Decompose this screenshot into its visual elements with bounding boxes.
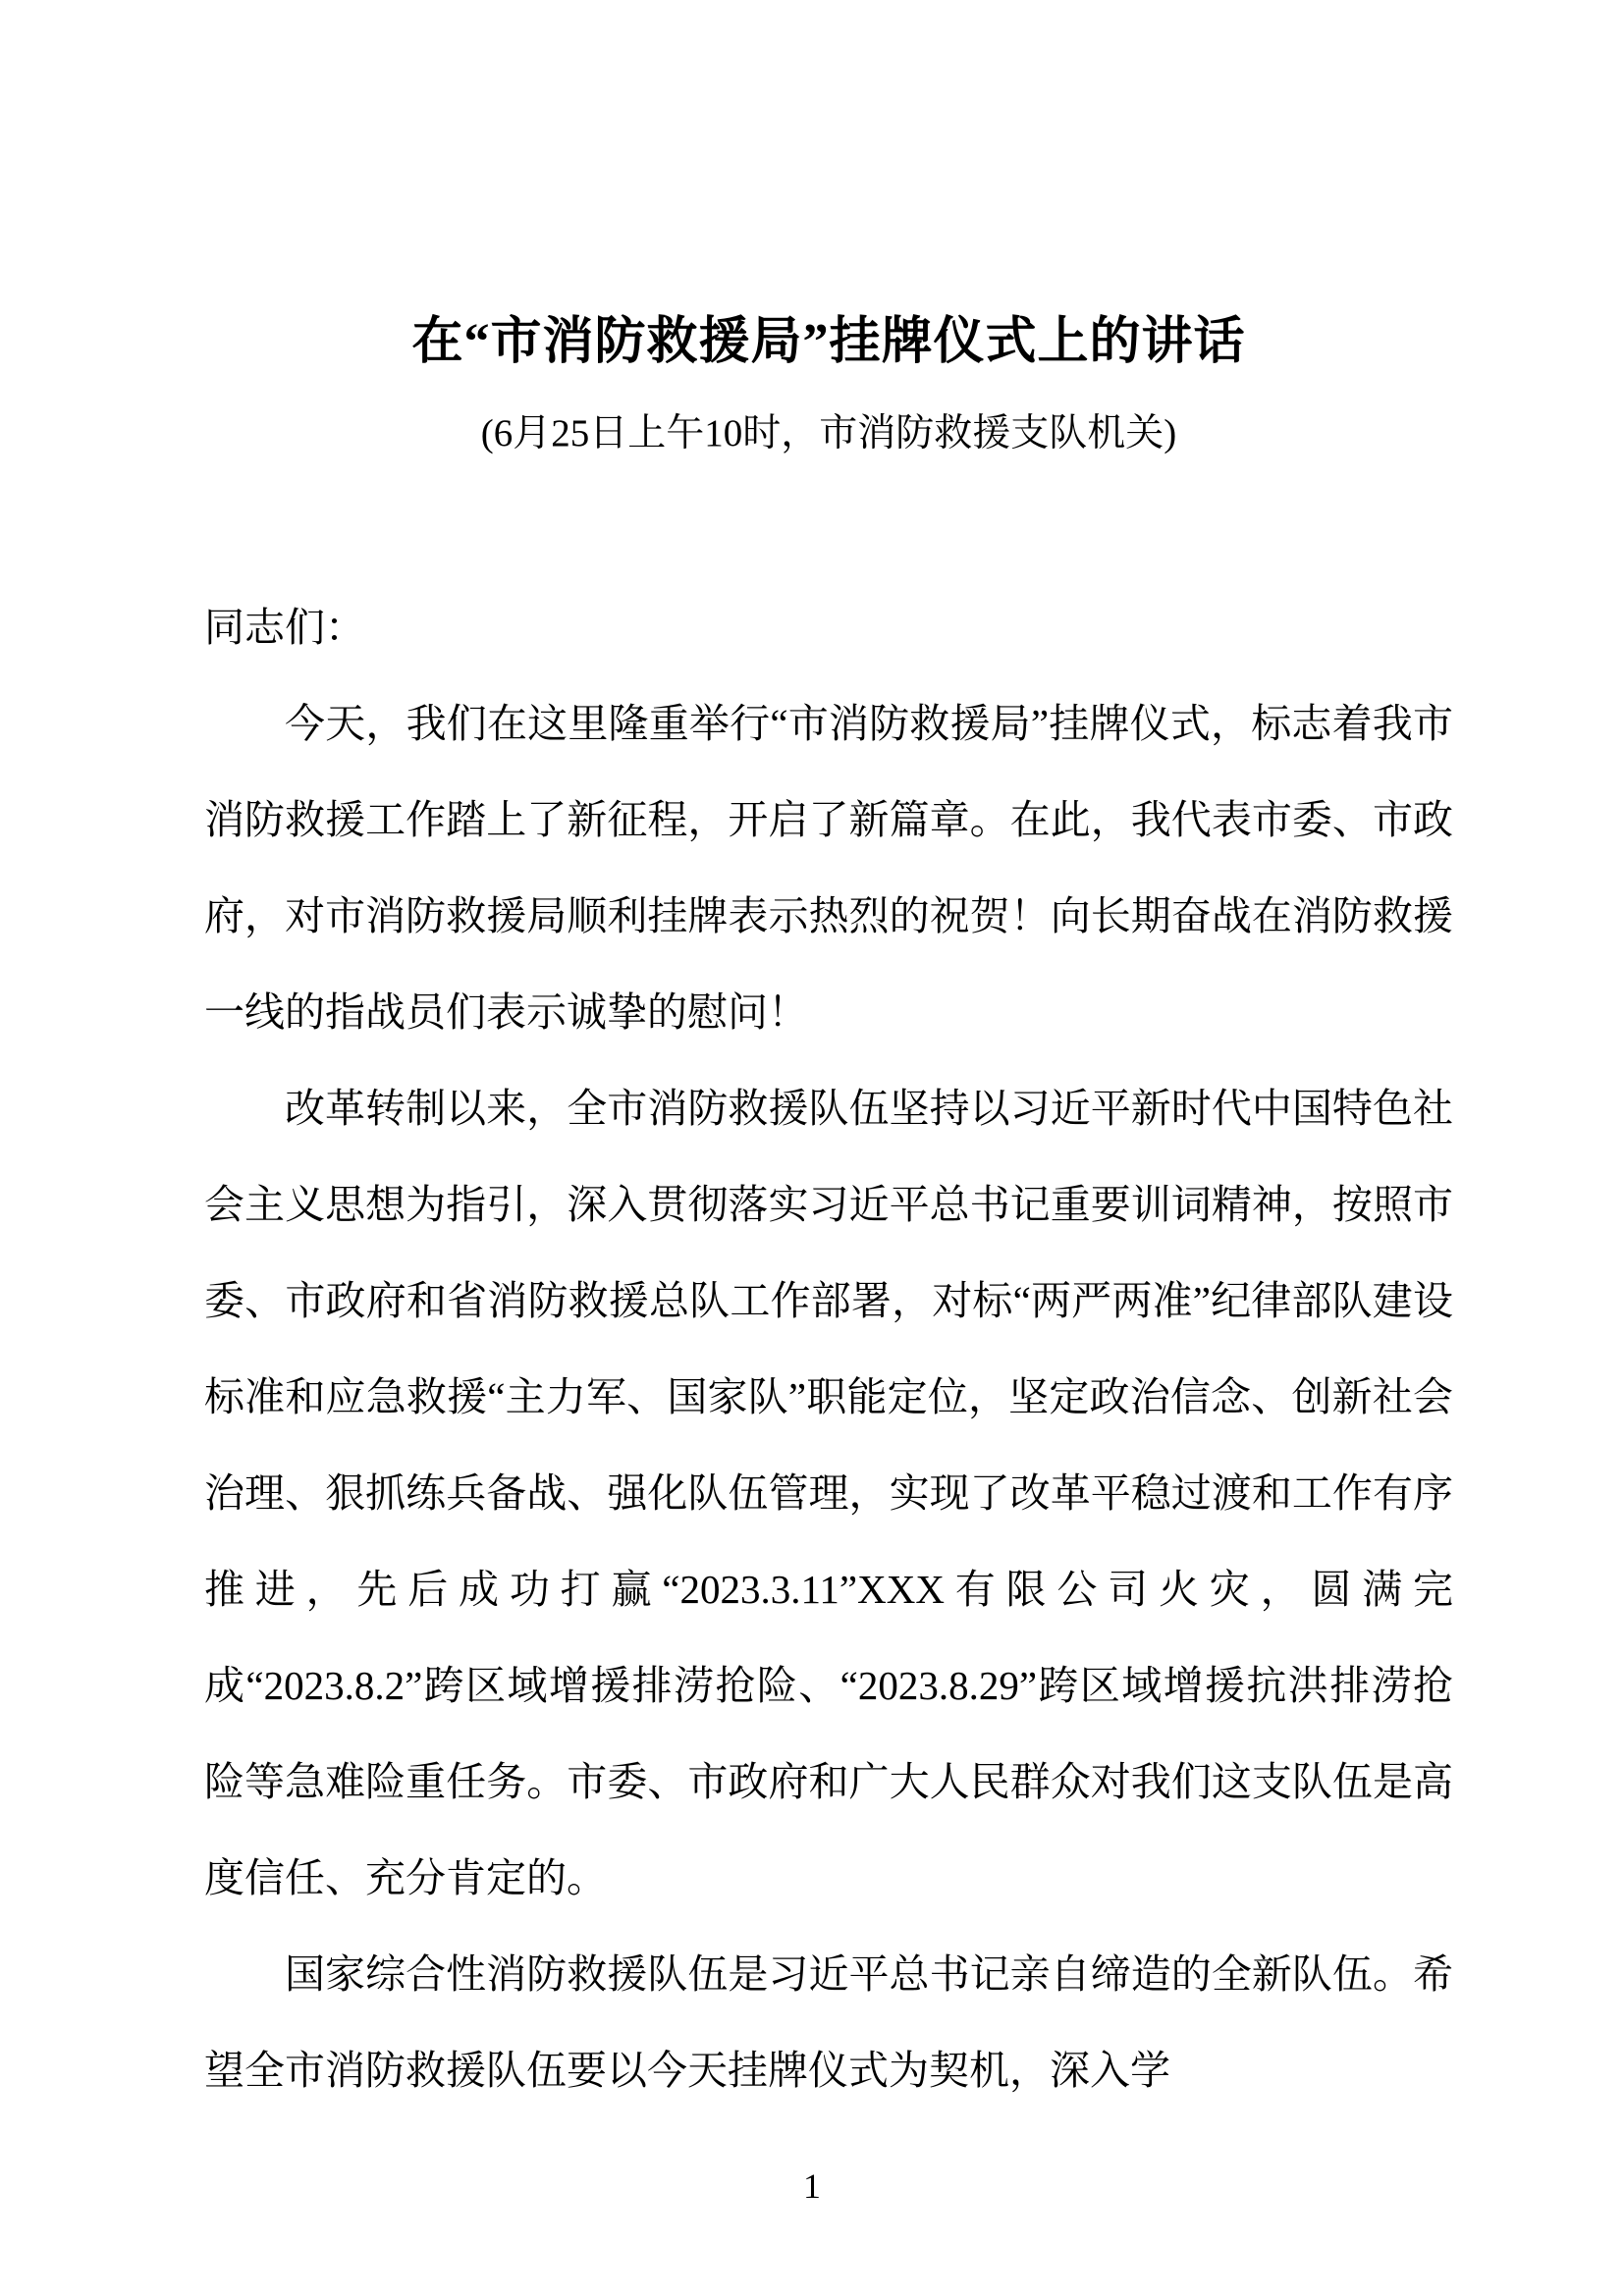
page-number: 1 [803, 2166, 821, 2206]
document-body [204, 579, 1453, 2118]
document-content [204, 306, 1453, 2118]
document-title: 在“市消防救援局”挂牌仪式上的讲话 [411, 314, 1246, 370]
paragraph-3: 国家综合性消防救援队伍是习近平总书记亲自缔造的全新队伍。希望全市消防救援队伍要以今天挂牌仪式为契机，深入学 [204, 1951, 1453, 2093]
paragraph-2: 改革转制以来，全市消防救援队伍坚持以习近平新时代中国特色社会主义思想为指引，深入贯彻落实习近平总书记重要训词精神，按照市委、市政府和省消防救援总队工作部署，对标“两严两准”纪律部队建设标准和应急救援“主力军、国家队”职能定位，坚定政治信念、创新社会治理、狠抓练兵备战、强化队伍管理，实现了改革平稳过渡和工作有序推进，先后成功打赢“2023.3.11”XXX有限公司火灾，圆满完成“2023.8.2”跨区域增援排涝抢险、“2023.8.29”跨区域增援抗洪排涝抢险等急难险重任务。市委、市政府和广大人民群众对我们这支队伍是高度信任、充分肯定的。 [204, 1086, 1453, 1900]
salutation: 同志们： [204, 605, 365, 650]
document-subtitle: (6月25日上午10时，市消防救援支队机关) [480, 412, 1177, 454]
paragraph-1: 今天，我们在这里隆重举行“市消防救援局”挂牌仪式，标志着我市消防救援工作踏上了新征程，开启了新篇章。在此，我代表市委、市政府，对市消防救援局顺利挂牌表示热烈的祝贺！向长期奋战在消防救援一线的指战员们表示诚挚的慰问！ [204, 701, 1453, 1035]
